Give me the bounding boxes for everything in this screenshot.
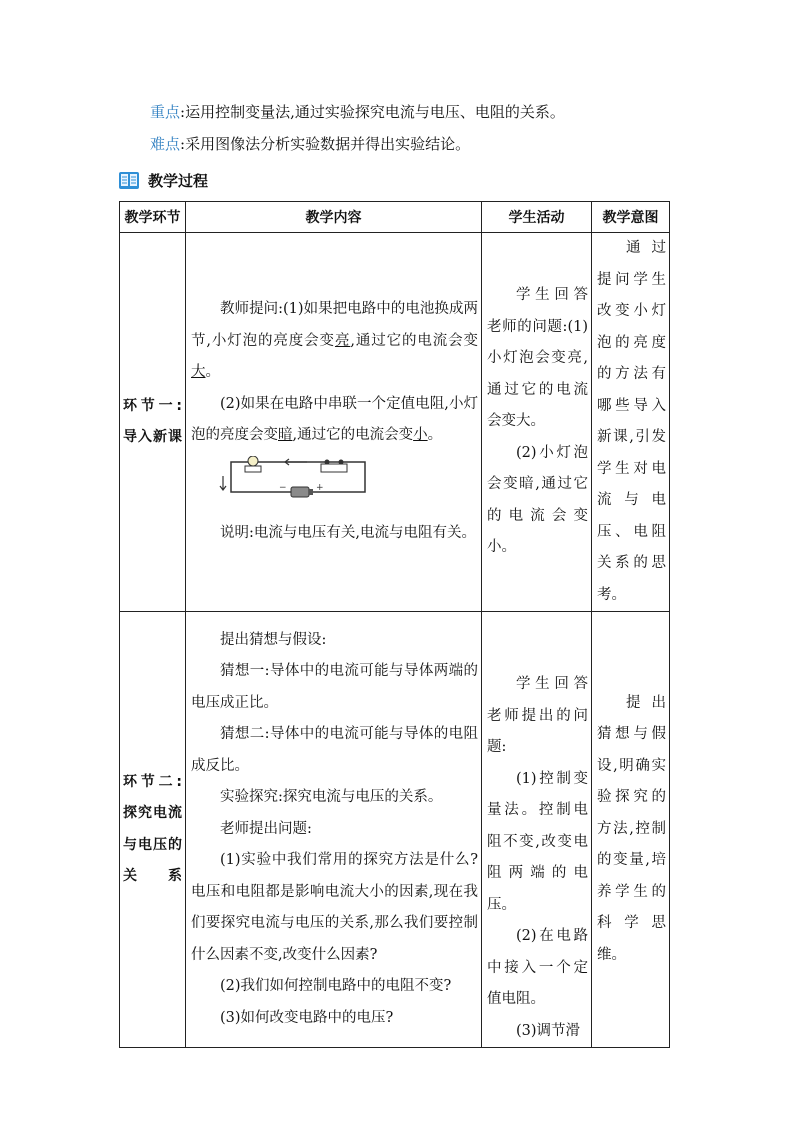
content-paragraph: 教师提问:(1)如果把电路中的电池换成两节,小灯泡的亮度会变亮,通过它的电流会变大。 <box>191 301 479 381</box>
student-paragraph: (3)调节滑 <box>516 1022 581 1039</box>
header-student-activity: 学生活动 <box>482 202 592 233</box>
student-paragraph: (2)小灯泡会变暗,通过它的电流会变小。 <box>487 444 588 556</box>
table-header-row <box>120 202 670 233</box>
content-paragraph: 猜想二:导体中的电流可能与导体的电阻成反比。 <box>191 726 478 774</box>
circuit-diagram <box>219 456 379 502</box>
content-paragraph: 说明:电流与电压有关,电流与电阻有关。 <box>220 525 476 542</box>
content-paragraph: (2)我们如何控制电路中的电阻不变? <box>220 978 452 995</box>
difficult-points-label: 难点 <box>150 135 181 153</box>
difficult-points-line <box>150 134 470 154</box>
intent-cell <box>592 233 670 612</box>
intent-cell <box>592 612 670 1048</box>
answer-blank: 亮 <box>334 332 351 349</box>
content-paragraph: 实验探究:探究电流与电压的关系。 <box>220 789 443 806</box>
content-cell <box>186 612 482 1048</box>
student-paragraph: 学生回答老师提出的问题: <box>487 676 588 755</box>
intent-paragraph: 通过提问学生改变小灯泡的亮度的方法有哪些导入新课,引发学生对电流与电压、电阻关系的思考。 <box>597 240 666 603</box>
stage-cell: 环节二:探究电流与电压的关系 <box>120 612 186 1048</box>
key-points-line <box>150 102 565 122</box>
section-title: 教学过程 <box>148 171 209 190</box>
student-activity-cell <box>482 233 592 612</box>
student-paragraph: (1)控制变量法。控制电阻不变,改变电阻两端的电压。 <box>487 770 588 913</box>
header-intent: 教学意图 <box>592 202 670 233</box>
header-stage: 教学环节 <box>120 202 186 233</box>
content-cell <box>186 233 482 612</box>
content-paragraph: (1)实验中我们常用的探究方法是什么?电压和电阻都是影响电流大小的因素,现在我们要探究电流与电压的关系,那么我们要控制什么因素不变,改变什么因素? <box>191 852 478 963</box>
header-content: 教学内容 <box>186 202 482 233</box>
content-paragraph: 老师提出问题: <box>220 820 312 837</box>
student-paragraph: (2)在电路中接入一个定值电阻。 <box>487 928 588 1007</box>
svg-text:−: − <box>279 482 287 493</box>
content-paragraph: (3)如何改变电路中的电压? <box>220 1009 394 1026</box>
section-heading <box>118 168 208 192</box>
student-activity-cell <box>482 612 592 1048</box>
stage-cell: 环节一:导入新课 <box>120 233 186 612</box>
student-paragraph: 学生回答老师的问题:(1)小灯泡会变亮,通过它的电流会变大。 <box>487 287 588 430</box>
answer-blank: 暗 <box>278 427 293 444</box>
content-paragraph: (2)如果在电路中串联一个定值电阻,小灯泡的亮度会变暗,通过它的电流会变小。 <box>191 395 478 444</box>
content-paragraph: 提出猜想与假设: <box>220 631 327 648</box>
table-row <box>120 612 670 1048</box>
answer-blank: 大 <box>191 364 206 381</box>
answer-blank: 小 <box>413 427 428 444</box>
intent-paragraph: 提出猜想与假设,明确实验探究的方法,控制的变量,培养学生的科学思维。 <box>597 694 666 963</box>
key-points-label: 重点 <box>150 103 181 121</box>
table-row <box>120 233 670 612</box>
difficult-points-text: :采用图像法分析实验数据并得出实验结论。 <box>180 135 471 153</box>
teaching-process-table <box>119 201 670 1048</box>
book-icon <box>118 169 140 191</box>
battery-icon <box>291 487 313 497</box>
key-points-text: :运用控制变量法,通过实验探究电流与电压、电阻的关系。 <box>180 103 565 121</box>
svg-text:+: + <box>316 482 324 493</box>
content-paragraph: 猜想一:导体中的电流可能与导体两端的电压成正比。 <box>191 663 478 711</box>
bulb-icon <box>245 456 261 472</box>
